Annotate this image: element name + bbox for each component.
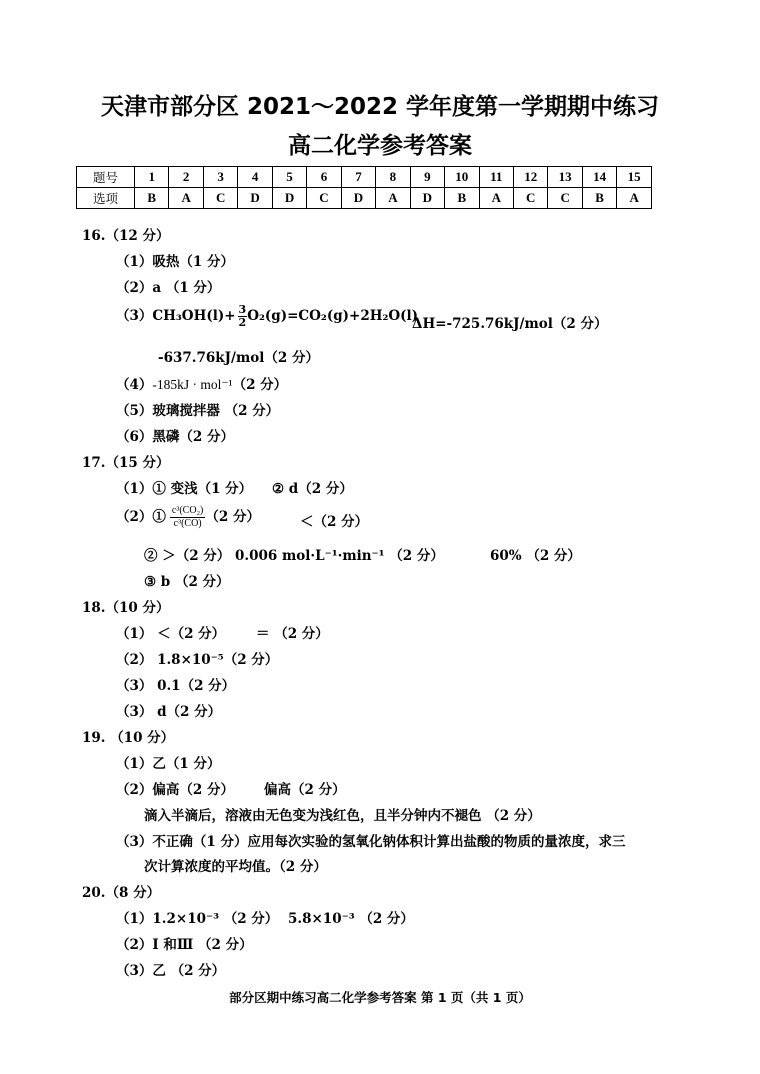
q19-part3b: 次计算浓度的平均值。（2 分）: [144, 859, 327, 875]
q20-part1a: （1）1.2×10⁻³ （2 分）: [116, 911, 279, 927]
q19-part2c: 滴入半滴后，溶液由无色变为浅红色，且半分钟内不褪色 （2 分）: [144, 808, 541, 824]
q18-part3: （3） 0.1（2 分）: [116, 678, 236, 694]
answer-cell: A: [169, 188, 203, 209]
q16-part4: [116, 373, 287, 393]
q20-part2: （2）I 和Ⅲ （2 分）: [116, 937, 253, 953]
q16-part4-label: （4）: [116, 377, 153, 393]
q18-part1a: （1） ＜（2 分）: [116, 626, 226, 642]
q17-part2-3: ③ b （2 分）: [144, 574, 230, 590]
question-number-cell: 15: [617, 167, 652, 188]
q18-heading: 18.（10 分）: [82, 600, 170, 616]
question-number-cell: 12: [513, 167, 547, 188]
q17-part2-2: ② ＞（2 分） 0.006 mol·L⁻¹·min⁻¹ （2 分）: [144, 548, 444, 564]
q18-part2: （2） 1.8×10⁻⁵（2 分）: [116, 652, 279, 668]
answer-table-header-label: 题号: [77, 167, 135, 188]
q16-part3-prefix: （3）CH₃OH(l)+: [116, 308, 236, 324]
question-number-cell: 4: [238, 167, 272, 188]
question-number-cell: 6: [307, 167, 341, 188]
q17-part2-fraction-num: c³(CO₂): [171, 505, 204, 516]
q16-part4-value: -185kJ · mol⁻¹: [152, 377, 233, 392]
q19-part2b: 偏高（2 分）: [264, 782, 346, 798]
question-number-cell: 8: [376, 167, 410, 188]
question-number-cell: 1: [135, 167, 169, 188]
q16-part3-enthalpy: ΔH=-725.76kJ/mol（2 分）: [412, 316, 608, 332]
answer-cell: A: [617, 188, 652, 209]
question-number-cell: 14: [582, 167, 616, 188]
q17-part2-fraction-den: c³(CO): [173, 518, 202, 529]
question-number-cell: 13: [548, 167, 582, 188]
q16-part3-equation: O₂(g)=CO₂(g)+2H₂O(l): [247, 308, 419, 324]
q17-part2: [116, 505, 260, 530]
q17-part1a: （1）① 变浅（1 分）: [116, 481, 253, 497]
q17-part2-2b: 60% （2 分）: [490, 548, 581, 564]
document-subtitle: 高二化学参考答案: [288, 133, 472, 159]
document-title: 天津市部分区 2021～2022 学年度第一学期期中练习: [100, 94, 660, 120]
q19-part3a: （3）不正确（1 分）应用每次实验的氢氧化钠体积计算出盐酸的物质的量浓度，求三: [116, 834, 626, 850]
q16-part3-fraction-den: 2: [238, 316, 247, 329]
q17-part2-score: （2 分）: [205, 509, 260, 525]
q17-part2-label: （2）①: [116, 509, 166, 525]
question-number-cell: 2: [169, 167, 203, 188]
answer-cell: B: [582, 188, 616, 209]
q17-part2-fraction: [170, 505, 205, 530]
q16-part3-line2: -637.76kJ/mol（2 分）: [158, 350, 319, 366]
q17-part1b: ② d（2 分）: [272, 481, 353, 497]
page-footer: 部分区期中练习高二化学参考答案 第 1 页（共 1 页）: [229, 990, 531, 1005]
answer-table-answer-label: 选项: [77, 188, 135, 209]
answer-table: [76, 166, 652, 209]
q16-part1: （1）吸热（1 分）: [116, 254, 234, 270]
q16-part4-score: （2 分）: [232, 377, 288, 393]
question-number-cell: 10: [445, 167, 479, 188]
question-number-cell: 3: [203, 167, 237, 188]
answer-cell: D: [238, 188, 272, 209]
question-number-cell: 11: [479, 167, 513, 188]
q16-part3-fraction: [238, 304, 248, 329]
answer-cell: D: [410, 188, 444, 209]
answer-cell: B: [445, 188, 479, 209]
q18-part1b: ＝ （2 分）: [256, 626, 329, 642]
q18-part4: （3） d（2 分）: [116, 704, 222, 720]
answer-cell: C: [513, 188, 547, 209]
answer-cell: C: [203, 188, 237, 209]
q19-part1: （1）乙（1 分）: [116, 756, 221, 772]
answer-cell: C: [548, 188, 582, 209]
answer-cell: A: [479, 188, 513, 209]
question-number-cell: 7: [341, 167, 375, 188]
answer-cell: B: [135, 188, 169, 209]
q16-part2: （2）a （1 分）: [116, 280, 221, 296]
q17-heading: 17.（15 分）: [82, 455, 170, 471]
q17-part2b: ＜（2 分）: [300, 514, 369, 530]
q19-part2a: （2）偏高（2 分）: [116, 782, 234, 798]
question-number-cell: 5: [272, 167, 306, 188]
answer-cell: D: [272, 188, 306, 209]
q20-heading: 20.（8 分）: [82, 885, 161, 901]
answer-cell: D: [341, 188, 375, 209]
answer-table-answer-row: [77, 188, 652, 209]
q16-part3-fraction-num: 3: [238, 303, 247, 316]
q16-heading: 16.（12 分）: [82, 228, 170, 244]
q16-part3: [116, 304, 418, 329]
q20-part1b: 5.8×10⁻³ （2 分）: [288, 911, 414, 927]
answer-table-number-row: [77, 167, 652, 188]
answer-cell: C: [307, 188, 341, 209]
q16-part5: （5）玻璃搅拌器 （2 分）: [116, 403, 280, 419]
question-number-cell: 9: [410, 167, 444, 188]
q20-part3: （3）乙 （2 分）: [116, 963, 226, 979]
answer-cell: A: [376, 188, 410, 209]
q19-heading: 19. （10 分）: [82, 730, 175, 746]
q16-part6: （6）黑磷（2 分）: [116, 429, 234, 445]
